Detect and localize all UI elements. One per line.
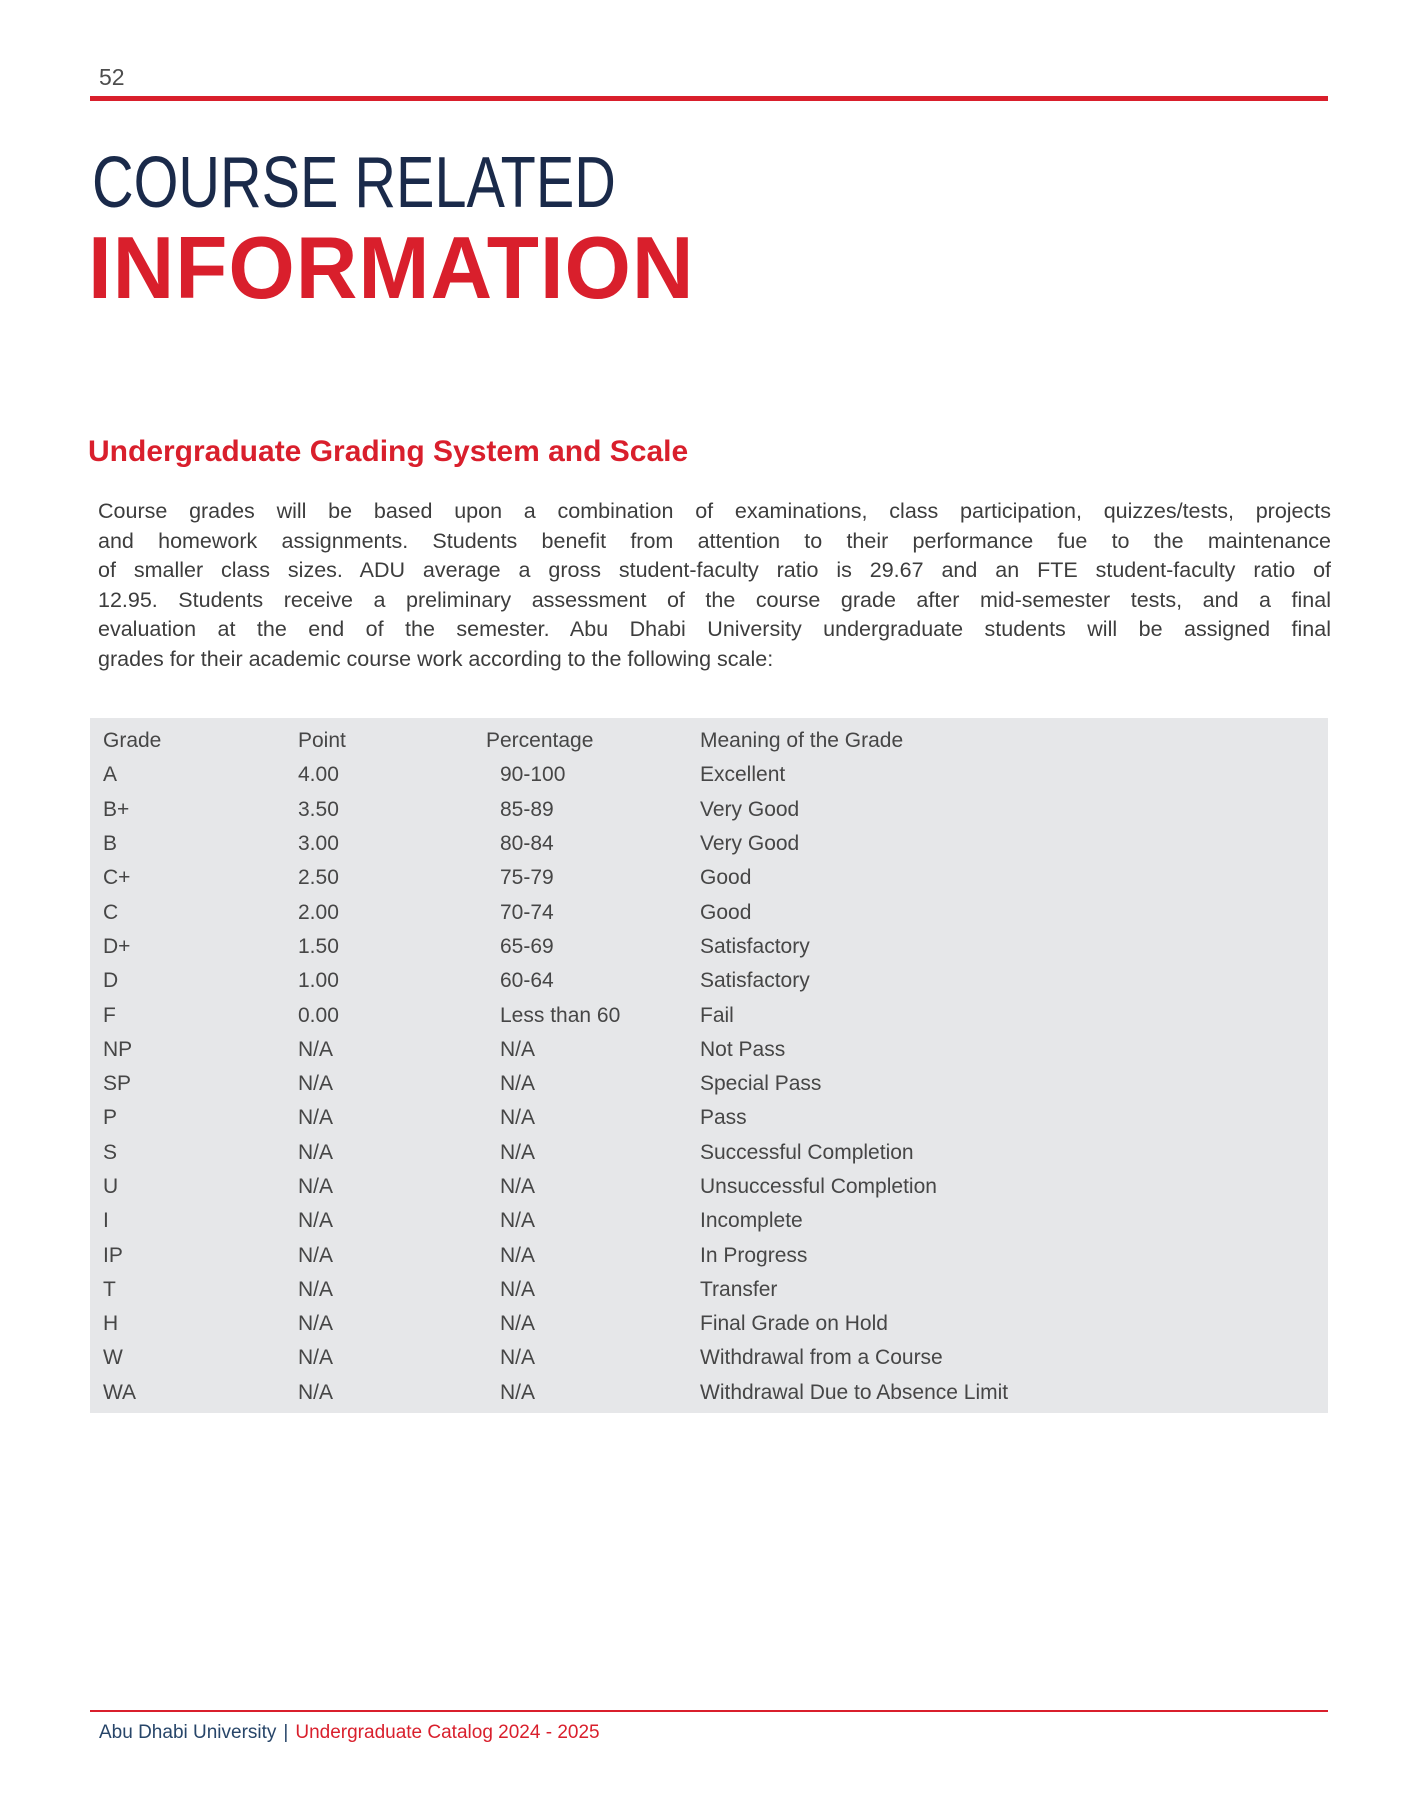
table-cell: N/A: [298, 1072, 334, 1096]
table-row: [90, 1136, 1328, 1170]
table-cell: D+: [103, 934, 131, 958]
table-cell: N/A: [500, 1037, 536, 1061]
footer-separator: |: [283, 1722, 289, 1743]
table-row: [90, 1307, 1328, 1341]
table-cell: 60-64: [500, 969, 554, 993]
column-header-meaning: Meaning of the Grade: [700, 729, 904, 753]
table-cell: I: [103, 1209, 109, 1233]
footer-institution: Abu Dhabi University: [99, 1722, 277, 1743]
page-title-line2: INFORMATION: [88, 218, 695, 317]
table-cell: N/A: [298, 1209, 334, 1233]
table-cell: Very Good: [700, 797, 800, 821]
table-cell: N/A: [298, 1380, 334, 1404]
table-cell: Less than 60: [500, 1003, 621, 1027]
table-cell: N/A: [298, 1312, 334, 1336]
table-row: [90, 1273, 1328, 1307]
table-cell: D: [103, 969, 119, 993]
table-cell: 3.50: [298, 797, 339, 821]
table-cell: W: [103, 1346, 123, 1370]
table-cell: N/A: [500, 1312, 536, 1336]
table-row: [90, 1101, 1328, 1135]
table-cell: Withdrawal from a Course: [700, 1346, 943, 1370]
table-row: [90, 758, 1328, 792]
table-cell: N/A: [500, 1140, 536, 1164]
table-cell: N/A: [500, 1072, 536, 1096]
section-heading: Undergraduate Grading System and Scale: [88, 435, 689, 468]
table-row: [90, 793, 1328, 827]
table-cell: 80-84: [500, 832, 554, 856]
table-row: [90, 1341, 1328, 1375]
table-cell: 4.00: [298, 763, 339, 787]
intro-paragraph: [98, 497, 1331, 675]
paragraph-line: evaluation at the end of the semester. Abu Dhabi University undergraduate students will be assigned final: [98, 617, 1331, 642]
table-cell: C: [103, 900, 119, 924]
table-cell: 1.50: [298, 934, 339, 958]
table-cell: N/A: [500, 1175, 536, 1198]
footer-catalog: Undergraduate Catalog 2024 - 2025: [295, 1722, 600, 1743]
table-cell: Special Pass: [700, 1072, 822, 1096]
table-cell: S: [103, 1140, 118, 1164]
table-cell: Very Good: [700, 832, 800, 856]
table-cell: U: [103, 1175, 119, 1198]
table-cell: 90-100: [500, 763, 566, 787]
table-cell: N/A: [298, 1106, 334, 1130]
page-title-line1: COURSE RELATED: [92, 143, 616, 223]
table-cell: 0.00: [298, 1003, 339, 1027]
table-cell: N/A: [500, 1209, 536, 1233]
table-row: [90, 861, 1328, 895]
table-cell: Final Grade on Hold: [700, 1312, 888, 1336]
table-row: [90, 930, 1328, 964]
column-header-percentage: Percentage: [486, 729, 594, 753]
table-cell: 2.00: [298, 900, 339, 924]
table-row: [90, 1170, 1328, 1204]
table-header-row: [90, 724, 1328, 758]
table-cell: B: [103, 832, 118, 856]
page-number: 52: [99, 64, 125, 90]
table-cell: Pass: [700, 1106, 747, 1130]
table-cell: N/A: [298, 1346, 334, 1370]
table-cell: Fail: [700, 1003, 734, 1027]
table-row: [90, 827, 1328, 861]
table-cell: A: [103, 763, 118, 787]
table-cell: N/A: [500, 1380, 536, 1404]
table-cell: N/A: [298, 1037, 334, 1061]
table-cell: In Progress: [700, 1243, 808, 1267]
table-cell: Excellent: [700, 763, 786, 787]
table-cell: P: [103, 1106, 118, 1130]
table-cell: SP: [103, 1072, 132, 1096]
table-cell: N/A: [500, 1243, 536, 1267]
footer: [99, 1722, 600, 1744]
table-cell: 3.00: [298, 832, 339, 856]
paragraph-line: 12.95. Students receive a preliminary assessment of the course grade after mid-semester tests, and a final: [98, 587, 1331, 612]
grading-table-body: [90, 758, 1328, 1410]
table-row: [90, 1067, 1328, 1101]
table-cell: H: [103, 1312, 119, 1336]
table-cell: N/A: [298, 1140, 334, 1164]
table-cell: Not Pass: [700, 1037, 786, 1061]
table-cell: C+: [103, 866, 131, 890]
table-row: [90, 1204, 1328, 1238]
table-cell: Satisfactory: [700, 934, 810, 958]
paragraph-line: Course grades will be based upon a combination of examinations, class participation, quizzes/tests, projects: [98, 499, 1331, 523]
table-row: [90, 964, 1328, 998]
table-cell: Transfer: [700, 1277, 778, 1301]
table-cell: 65-69: [500, 934, 554, 958]
table-cell: WA: [103, 1380, 137, 1404]
table-cell: Satisfactory: [700, 969, 810, 993]
table-row: [90, 1033, 1328, 1067]
table-cell: T: [103, 1277, 116, 1301]
table-cell: N/A: [500, 1277, 536, 1301]
table-cell: Incomplete: [700, 1209, 803, 1233]
table-cell: 70-74: [500, 900, 554, 924]
table-cell: Successful Completion: [700, 1140, 914, 1164]
table-cell: Withdrawal Due to Absence Limit: [700, 1380, 1009, 1404]
table-cell: 85-89: [500, 797, 554, 821]
top-rule: [90, 96, 1328, 101]
table-cell: N/A: [298, 1175, 334, 1198]
grading-table: [90, 718, 1328, 1413]
table-row: [90, 895, 1328, 929]
table-cell: NP: [103, 1037, 133, 1061]
table-cell: 2.50: [298, 866, 339, 890]
footer-rule: [90, 1710, 1328, 1712]
table-cell: Unsuccessful Completion: [700, 1175, 937, 1198]
table-row: [90, 1238, 1328, 1272]
table-row: [90, 1376, 1328, 1410]
table-cell: N/A: [298, 1243, 334, 1267]
table-cell: IP: [103, 1243, 123, 1267]
table-cell: Good: [700, 900, 752, 924]
table-cell: N/A: [298, 1277, 334, 1301]
table-cell: N/A: [500, 1106, 536, 1130]
paragraph-line: of smaller class sizes. ADU average a gross student-faculty ratio is 29.67 and an FTE student-faculty ratio of: [98, 558, 1331, 583]
paragraph-line: grades for their academic course work according to the following scale:: [98, 646, 774, 671]
table-cell: B+: [103, 797, 130, 821]
table-cell: N/A: [500, 1346, 536, 1370]
table-cell: Good: [700, 866, 752, 890]
column-header-point: Point: [298, 729, 346, 753]
table-cell: F: [103, 1003, 116, 1027]
table-cell: 75-79: [500, 866, 554, 890]
table-cell: 1.00: [298, 969, 339, 993]
table-row: [90, 998, 1328, 1032]
paragraph-line: and homework assignments. Students benefit from attention to their performance fue to the maintenance: [98, 528, 1331, 553]
column-header-grade: Grade: [103, 729, 162, 753]
